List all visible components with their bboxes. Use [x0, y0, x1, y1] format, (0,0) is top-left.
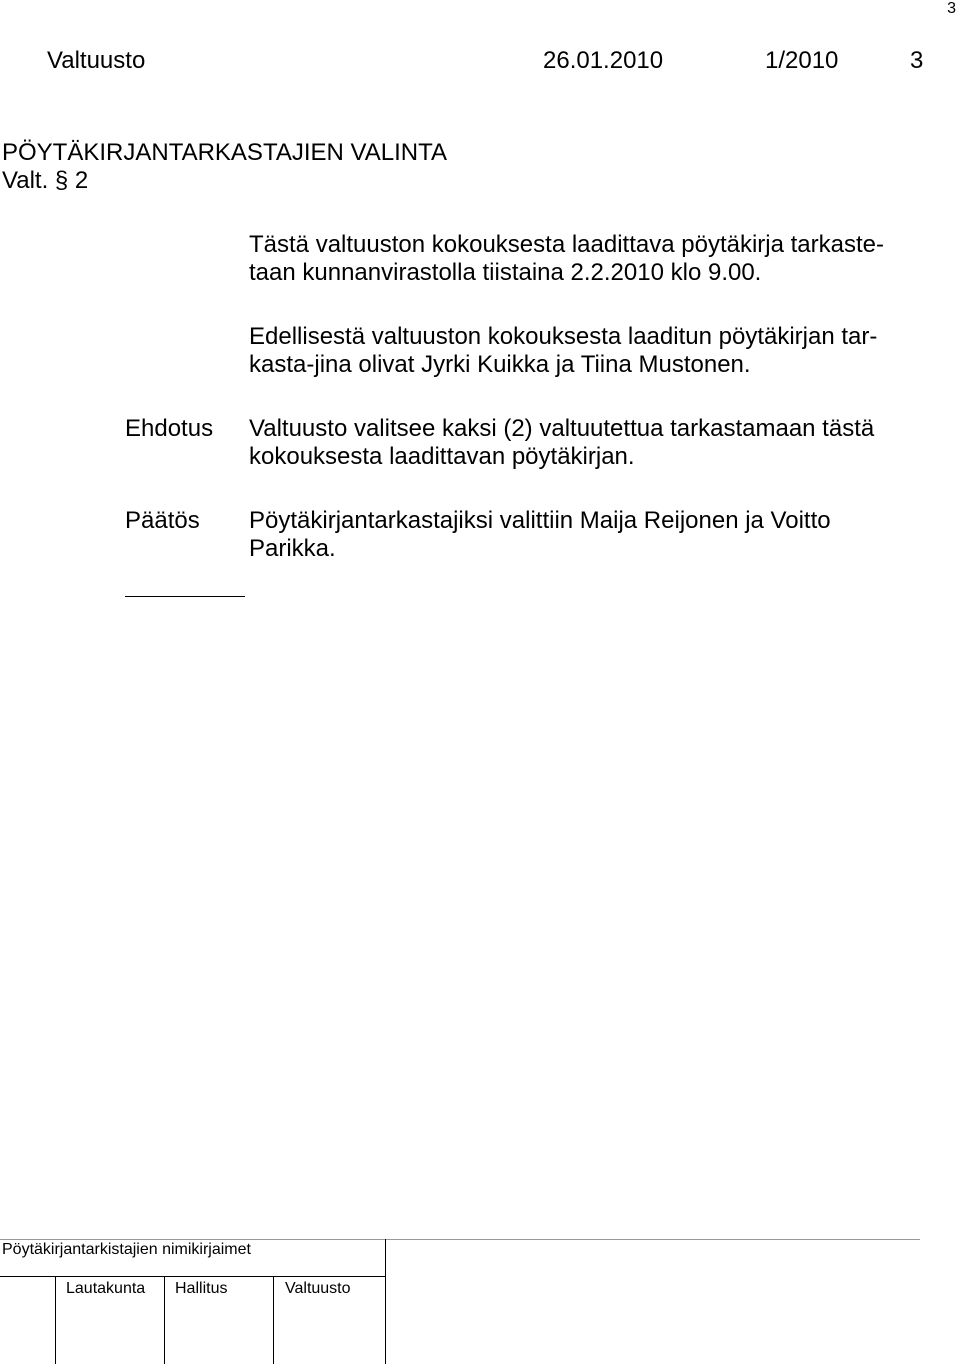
footer-column-valtuusto: Valtuusto — [285, 1280, 351, 1297]
paragraph-2-line-1: Edellisestä valtuuston kokouksesta laaditun pöytäkirjan tar- — [249, 323, 878, 350]
proposal-line-2: kokouksesta laadittavan pöytäkirjan. — [249, 443, 635, 470]
header-page: 3 — [910, 47, 924, 74]
paragraph-1-line-2: taan kunnanvirastolla tiistaina 2.2.2010 klo 9.00. — [249, 259, 762, 286]
footer-divider-2 — [164, 1276, 165, 1364]
decision-label: Päätös — [125, 507, 200, 534]
section-title: PÖYTÄKIRJANTARKASTAJIEN VALINTA — [2, 139, 447, 166]
decision-line-2: Parikka. — [249, 535, 336, 562]
footer-title-divider — [385, 1239, 386, 1364]
proposal-line-1: Valtuusto valitsee kaksi (2) valtuutettua tarkastamaan tästä — [249, 415, 875, 442]
decision-line-1: Pöytäkirjantarkastajiksi valittiin Maija Reijonen ja Voitto — [249, 507, 831, 534]
section-reference: Valt. § 2 — [2, 167, 89, 194]
footer-title: Pöytäkirjantarkistajien nimikirjaimet — [2, 1241, 251, 1258]
footer-divider-3 — [273, 1276, 274, 1364]
section-end-rule — [125, 596, 245, 597]
header-body-name: Valtuusto — [47, 47, 146, 74]
page-number: 3 — [947, 0, 956, 17]
footer-column-lautakunta: Lautakunta — [66, 1280, 146, 1297]
footer-column-hallitus: Hallitus — [175, 1280, 228, 1297]
header-issue: 1/2010 — [765, 47, 839, 74]
footer-mid-rule — [0, 1276, 386, 1277]
footer-divider-1 — [55, 1276, 56, 1364]
header-date: 26.01.2010 — [543, 47, 664, 74]
paragraph-2-line-2: kasta-jina olivat Jyrki Kuikka ja Tiina Mustonen. — [249, 351, 751, 378]
proposal-label: Ehdotus — [125, 415, 214, 442]
paragraph-1-line-1: Tästä valtuuston kokouksesta laadittava pöytäkirja tarkaste- — [249, 231, 884, 258]
